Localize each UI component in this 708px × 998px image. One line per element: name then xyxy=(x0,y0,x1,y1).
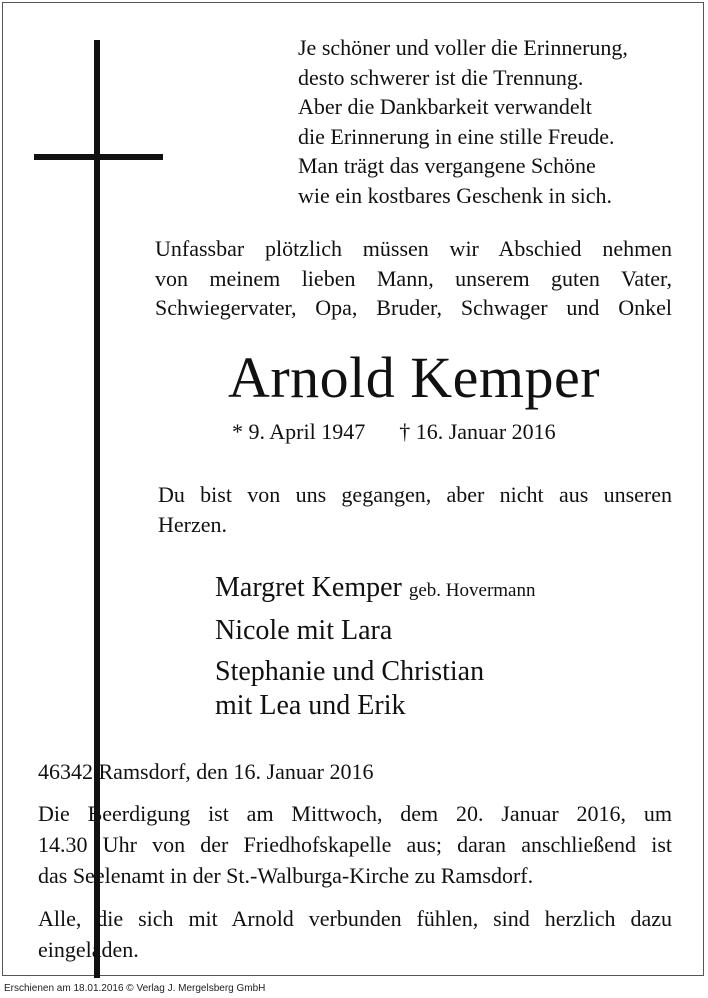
intro-line: Schwiegervater, Opa, Bruder, Schwager und Onkel xyxy=(155,295,672,320)
poem-line: desto schwerer ist die Trennung. xyxy=(298,64,584,90)
deceased-name: Arnold Kemper xyxy=(227,345,601,410)
invitation-line: eingeladen. xyxy=(38,937,139,962)
publication-footer: Erschienen am 18.01.2016 © Verlag J. Mergelsberg GmbH xyxy=(4,983,266,994)
mourner-line: Nicole mit Lara xyxy=(215,615,393,646)
announcement-intro xyxy=(155,234,672,323)
mourner-line: Stephanie und Christian xyxy=(215,656,485,687)
memorial-poem xyxy=(298,33,628,210)
mourners-list xyxy=(215,568,536,723)
mourner-line: mit Lea und Erik xyxy=(215,690,406,721)
poem-line: Je schöner und voller die Erinnerung, xyxy=(298,35,628,60)
farewell-quote xyxy=(158,480,672,539)
poem-line: Man trägt das vergangene Schöne xyxy=(298,153,596,178)
maiden-name: geb. Hovermann xyxy=(408,580,536,601)
funeral-line: 14.30 Uhr von der Friedhofskapelle aus; daran anschließend ist xyxy=(38,832,672,857)
poem-line: die Erinnerung in eine stille Freude. xyxy=(298,123,615,149)
quote-line: Herzen. xyxy=(158,511,228,537)
place-and-date: 46342 Ramsdorf, den 16. Januar 2016 xyxy=(38,759,374,784)
birth-date: * 9. April 1947 xyxy=(232,419,366,444)
life-dates xyxy=(232,417,556,446)
funeral-details xyxy=(38,798,672,891)
funeral-line: Die Beerdigung ist am Mittwoch, dem 20. Januar 2016, um xyxy=(38,801,672,826)
mourner-widow xyxy=(215,568,536,611)
poem-line: Aber die Dankbarkeit verwandelt xyxy=(298,94,592,119)
invitation-text xyxy=(38,903,672,965)
quote-line: Du bist von uns gegangen, aber nicht aus unseren xyxy=(158,482,672,507)
cross-horizontal-bar xyxy=(34,154,163,160)
death-date: † 16. Januar 2016 xyxy=(399,419,556,444)
intro-line: von meinem lieben Mann, unserem guten Vater, xyxy=(155,265,672,291)
intro-line: Unfassbar plötzlich müssen wir Abschied nehmen xyxy=(155,236,672,261)
mourner-name: Margret Kemper xyxy=(215,572,402,603)
funeral-line: das Seelenamt in der St.-Walburga-Kirche zu Ramsdorf. xyxy=(38,863,534,888)
invitation-line: Alle, die sich mit Arnold verbunden fühlen, sind herzlich dazu xyxy=(38,906,672,931)
poem-line: wie ein kostbares Geschenk in sich. xyxy=(298,182,613,208)
